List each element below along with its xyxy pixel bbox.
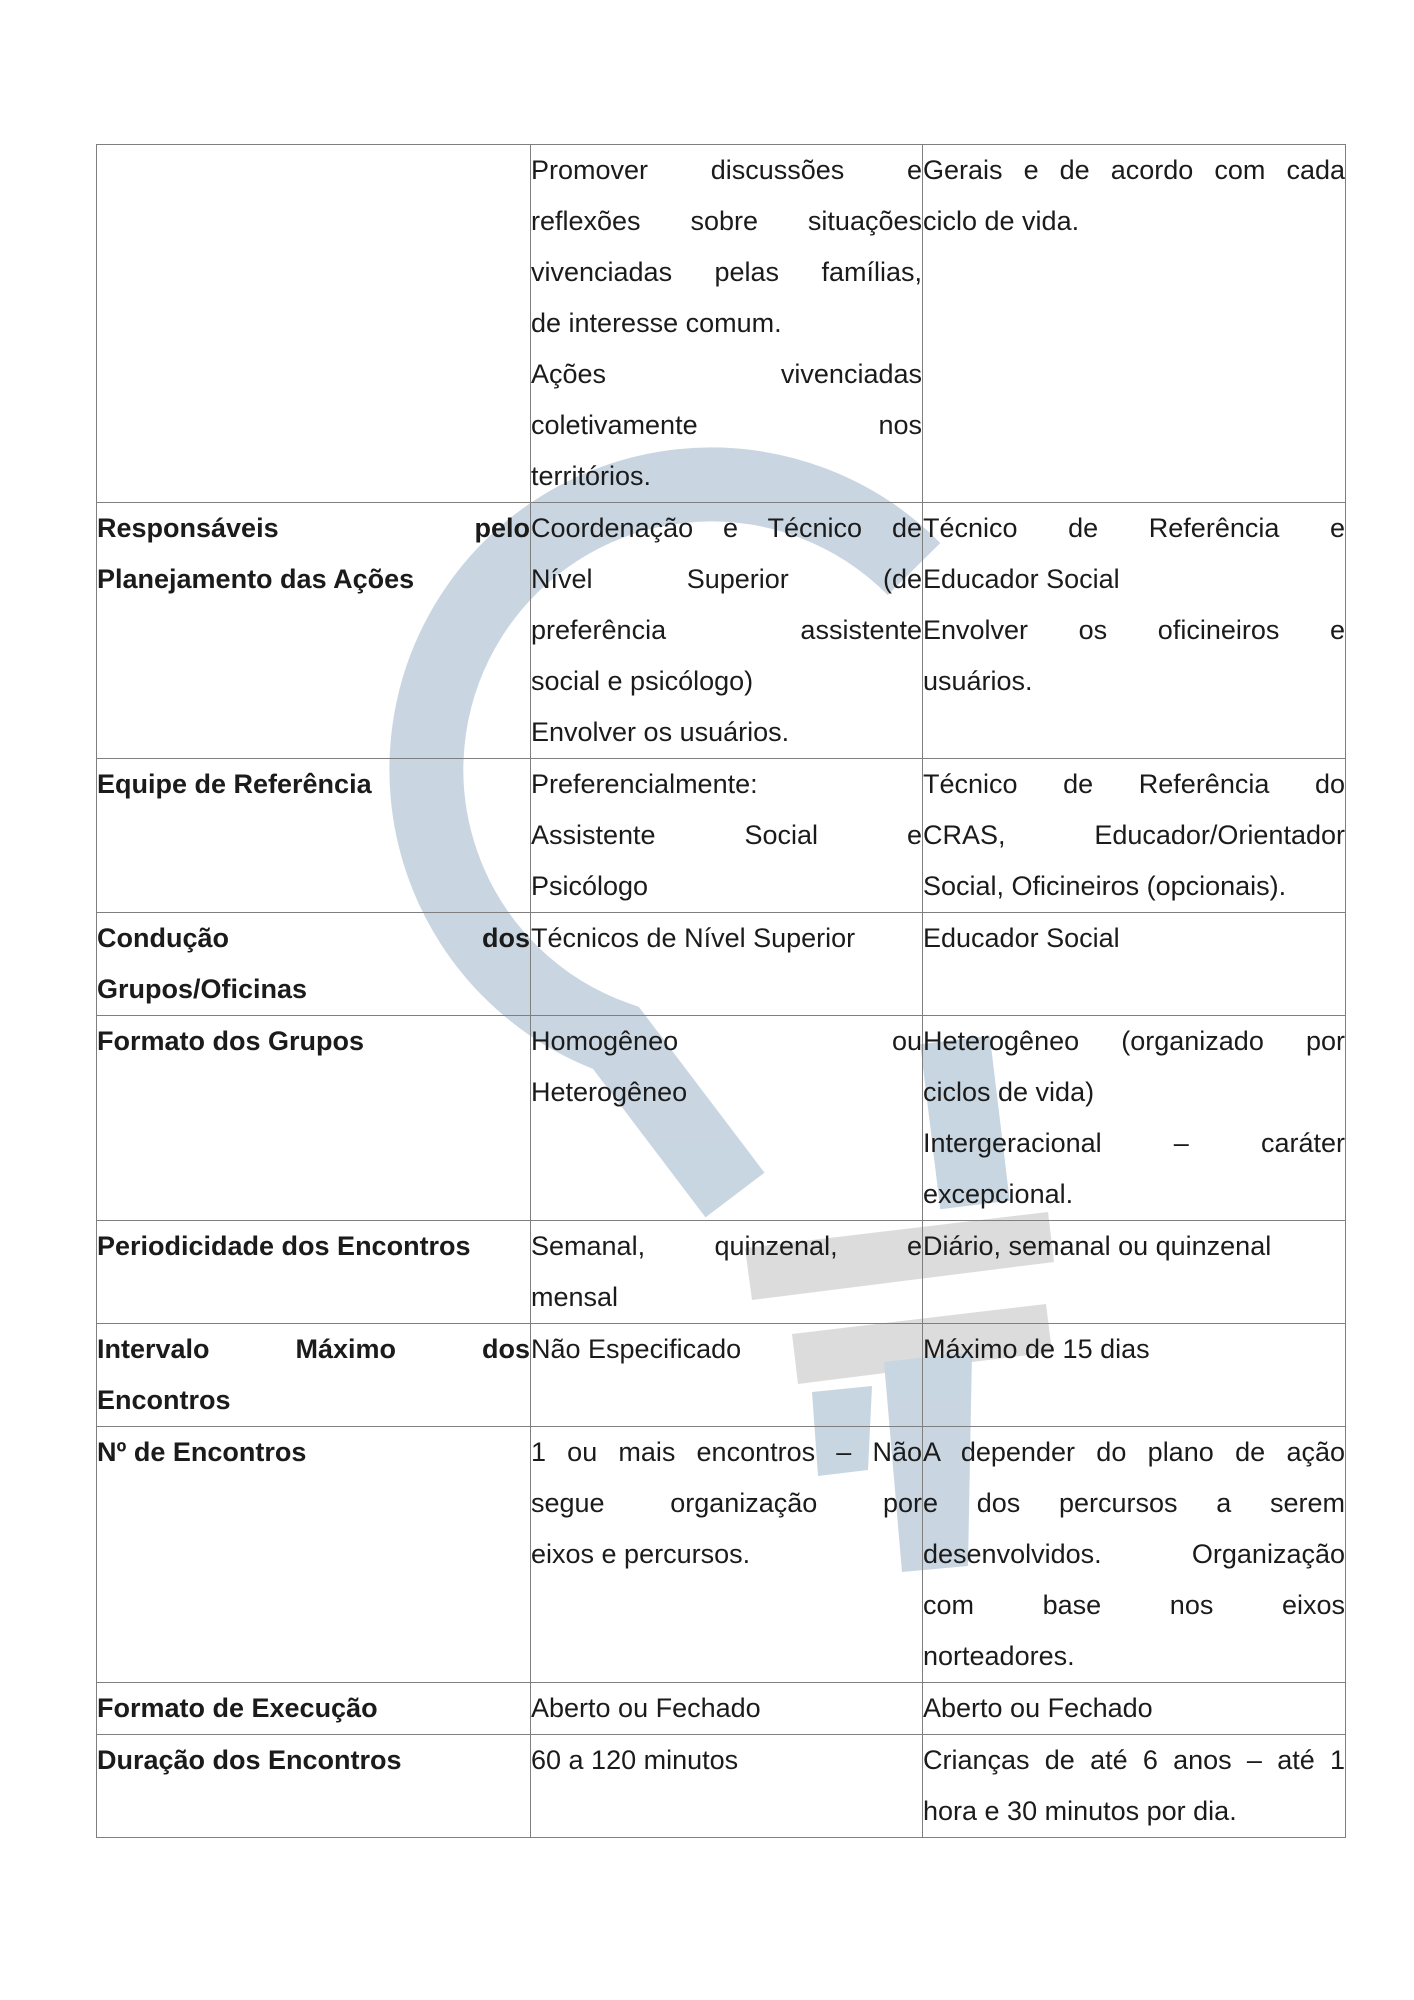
cell-text-line: Periodicidade dos Encontros bbox=[97, 1231, 471, 1261]
cell-text-line: eixos e percursos. bbox=[531, 1539, 751, 1569]
cell-text-line: Nível Superior (de bbox=[531, 564, 922, 594]
cell-text-line: Envolver os usuários. bbox=[531, 717, 790, 747]
cell-text-line: e dos percursos a serem bbox=[923, 1488, 1345, 1518]
cell-paragraph bbox=[531, 1735, 922, 1786]
cell-text-line: vivenciadas pelas famílias, bbox=[531, 257, 922, 287]
cell-text-line: desenvolvidos. Organização bbox=[923, 1539, 1345, 1569]
table-row bbox=[97, 1221, 1346, 1324]
column-2-cell bbox=[531, 503, 923, 759]
row-label-cell bbox=[97, 1427, 531, 1683]
column-2-cell bbox=[531, 1016, 923, 1221]
column-3-cell bbox=[923, 503, 1346, 759]
cell-paragraph bbox=[97, 1735, 530, 1786]
cell-text-line: social e psicólogo) bbox=[531, 666, 754, 696]
cell-text-line: Técnico de Referência do bbox=[923, 769, 1345, 799]
row-label-cell bbox=[97, 1221, 531, 1324]
cell-text-line: norteadores. bbox=[923, 1641, 1075, 1671]
cell-paragraph bbox=[923, 1735, 1345, 1837]
cell-paragraph bbox=[97, 1016, 530, 1067]
cell-text-line: Promover discussões e bbox=[531, 155, 922, 185]
comparison-table-body bbox=[97, 145, 1346, 1838]
cell-text-line: Não Especificado bbox=[531, 1334, 742, 1364]
column-3-cell bbox=[923, 1427, 1346, 1683]
comparison-table bbox=[96, 144, 1346, 1838]
column-2-cell bbox=[531, 1735, 923, 1838]
cell-text-line: mensal bbox=[531, 1282, 619, 1312]
cell-text-line: Aberto ou Fechado bbox=[531, 1693, 761, 1723]
cell-text-line: CRAS, Educador/Orientador bbox=[923, 820, 1345, 850]
column-2-cell bbox=[531, 1683, 923, 1735]
column-2-cell bbox=[531, 1324, 923, 1427]
column-3-cell bbox=[923, 1221, 1346, 1324]
cell-paragraph bbox=[531, 759, 922, 912]
cell-text-line: Equipe de Referência bbox=[97, 769, 372, 799]
cell-text-line: Intergeracional – caráter bbox=[923, 1128, 1345, 1158]
cell-text-line: Diário, semanal ou quinzenal bbox=[923, 1231, 1272, 1261]
cell-text-line: Coordenação e Técnico de bbox=[531, 513, 922, 543]
cell-paragraph bbox=[531, 349, 922, 502]
cell-paragraph bbox=[923, 913, 1345, 964]
column-2-cell bbox=[531, 1427, 923, 1683]
cell-text-line: Encontros bbox=[97, 1385, 231, 1415]
cell-paragraph bbox=[923, 1221, 1345, 1272]
cell-text-line: ciclos de vida) bbox=[923, 1077, 1095, 1107]
cell-paragraph bbox=[97, 1221, 530, 1272]
cell-paragraph bbox=[923, 759, 1345, 912]
cell-text-line: A depender do plano de ação bbox=[923, 1437, 1345, 1467]
cell-paragraph bbox=[923, 1324, 1345, 1375]
table-row bbox=[97, 503, 1346, 759]
cell-text-line: hora e 30 minutos por dia. bbox=[923, 1796, 1237, 1826]
row-label-cell bbox=[97, 1016, 531, 1221]
column-2-cell bbox=[531, 145, 923, 503]
cell-paragraph bbox=[97, 759, 530, 810]
cell-text-line: Heterogêneo (organizado por bbox=[923, 1026, 1345, 1056]
table-row bbox=[97, 1427, 1346, 1683]
cell-text-line: Assistente Social e bbox=[531, 820, 922, 850]
table-row bbox=[97, 913, 1346, 1016]
cell-text-line: Intervalo Máximo dos bbox=[97, 1334, 530, 1364]
cell-text-line: Grupos/Oficinas bbox=[97, 974, 308, 1004]
cell-text-line: com base nos eixos bbox=[923, 1590, 1345, 1620]
cell-text-line: Técnicos de Nível Superior bbox=[531, 923, 856, 953]
table-row bbox=[97, 145, 1346, 503]
cell-text-line: Educador Social bbox=[923, 923, 1120, 953]
cell-paragraph bbox=[531, 707, 922, 758]
cell-text-line: Semanal, quinzenal, e bbox=[531, 1231, 922, 1261]
cell-text-line: Ações vivenciadas bbox=[531, 359, 922, 389]
cell-paragraph bbox=[923, 1118, 1345, 1220]
cell-paragraph bbox=[531, 1221, 922, 1323]
cell-text-line: Educador Social bbox=[923, 564, 1120, 594]
cell-text-line: preferência assistente bbox=[531, 615, 922, 645]
cell-text-line: reflexões sobre situações bbox=[531, 206, 922, 236]
column-3-cell bbox=[923, 145, 1346, 503]
table-row bbox=[97, 759, 1346, 913]
cell-paragraph bbox=[923, 605, 1345, 707]
cell-paragraph bbox=[531, 1016, 922, 1118]
row-label-cell bbox=[97, 913, 531, 1016]
table-row bbox=[97, 1324, 1346, 1427]
cell-text-line: Nº de Encontros bbox=[97, 1437, 307, 1467]
cell-text-line: Formato dos Grupos bbox=[97, 1026, 365, 1056]
cell-paragraph bbox=[531, 1324, 922, 1375]
column-2-cell bbox=[531, 913, 923, 1016]
column-3-cell bbox=[923, 1683, 1346, 1735]
cell-text-line: Duração dos Encontros bbox=[97, 1745, 402, 1775]
cell-paragraph bbox=[531, 913, 922, 964]
column-3-cell bbox=[923, 1016, 1346, 1221]
cell-text-line: Aberto ou Fechado bbox=[923, 1693, 1153, 1723]
cell-text-line: territórios. bbox=[531, 461, 652, 491]
cell-paragraph bbox=[923, 1427, 1345, 1682]
cell-text-line: excepcional. bbox=[923, 1179, 1074, 1209]
cell-text-line: Homogêneo ou bbox=[531, 1026, 922, 1056]
cell-paragraph bbox=[531, 503, 922, 707]
cell-text-line: usuários. bbox=[923, 666, 1033, 696]
cell-text-line: Planejamento das Ações bbox=[97, 564, 415, 594]
column-2-cell bbox=[531, 1221, 923, 1324]
table-row bbox=[97, 1683, 1346, 1735]
cell-text-line: coletivamente nos bbox=[531, 410, 922, 440]
table-row bbox=[97, 1016, 1346, 1221]
cell-paragraph bbox=[531, 1427, 922, 1580]
cell-text-line: Preferencialmente: bbox=[531, 769, 758, 799]
cell-paragraph bbox=[97, 1324, 530, 1426]
column-2-cell bbox=[531, 759, 923, 913]
column-3-cell bbox=[923, 1324, 1346, 1427]
cell-paragraph bbox=[97, 1683, 530, 1734]
column-3-cell bbox=[923, 1735, 1346, 1838]
cell-text-line: Formato de Execução bbox=[97, 1693, 378, 1723]
row-label-cell bbox=[97, 1324, 531, 1427]
cell-paragraph bbox=[923, 145, 1345, 247]
cell-text-line: Social, Oficineiros (opcionais). bbox=[923, 871, 1287, 901]
cell-text-line: Psicólogo bbox=[531, 871, 649, 901]
cell-text-line: 1 ou mais encontros – Não bbox=[531, 1437, 922, 1467]
cell-text-line: Técnico de Referência e bbox=[923, 513, 1345, 543]
cell-text-line: Envolver os oficineiros e bbox=[923, 615, 1345, 645]
cell-text-line: Máximo de 15 dias bbox=[923, 1334, 1150, 1364]
cell-paragraph bbox=[923, 1016, 1345, 1118]
cell-paragraph bbox=[97, 1427, 530, 1478]
cell-paragraph bbox=[97, 913, 530, 1015]
row-label-cell bbox=[97, 503, 531, 759]
cell-paragraph bbox=[97, 503, 530, 605]
cell-paragraph bbox=[531, 1683, 922, 1734]
cell-text-line: Condução dos bbox=[97, 923, 530, 953]
cell-text-line: ciclo de vida. bbox=[923, 206, 1080, 236]
cell-paragraph bbox=[531, 145, 922, 349]
row-label-cell bbox=[97, 145, 531, 503]
row-label-cell bbox=[97, 1735, 531, 1838]
cell-text-line: de interesse comum. bbox=[531, 308, 782, 338]
cell-text-line: Responsáveis pelo bbox=[97, 513, 530, 543]
cell-text-line: Gerais e de acordo com cada bbox=[923, 155, 1345, 185]
cell-text-line: 60 a 120 minutos bbox=[531, 1745, 739, 1775]
cell-paragraph bbox=[923, 1683, 1345, 1734]
row-label-cell bbox=[97, 759, 531, 913]
table-row bbox=[97, 1735, 1346, 1838]
column-3-cell bbox=[923, 913, 1346, 1016]
cell-text-line: segue organização por bbox=[531, 1488, 922, 1518]
column-3-cell bbox=[923, 759, 1346, 913]
row-label-cell bbox=[97, 1683, 531, 1735]
cell-paragraph bbox=[923, 503, 1345, 605]
cell-text-line: Crianças de até 6 anos – até 1 bbox=[923, 1745, 1345, 1775]
cell-text-line: Heterogêneo bbox=[531, 1077, 688, 1107]
